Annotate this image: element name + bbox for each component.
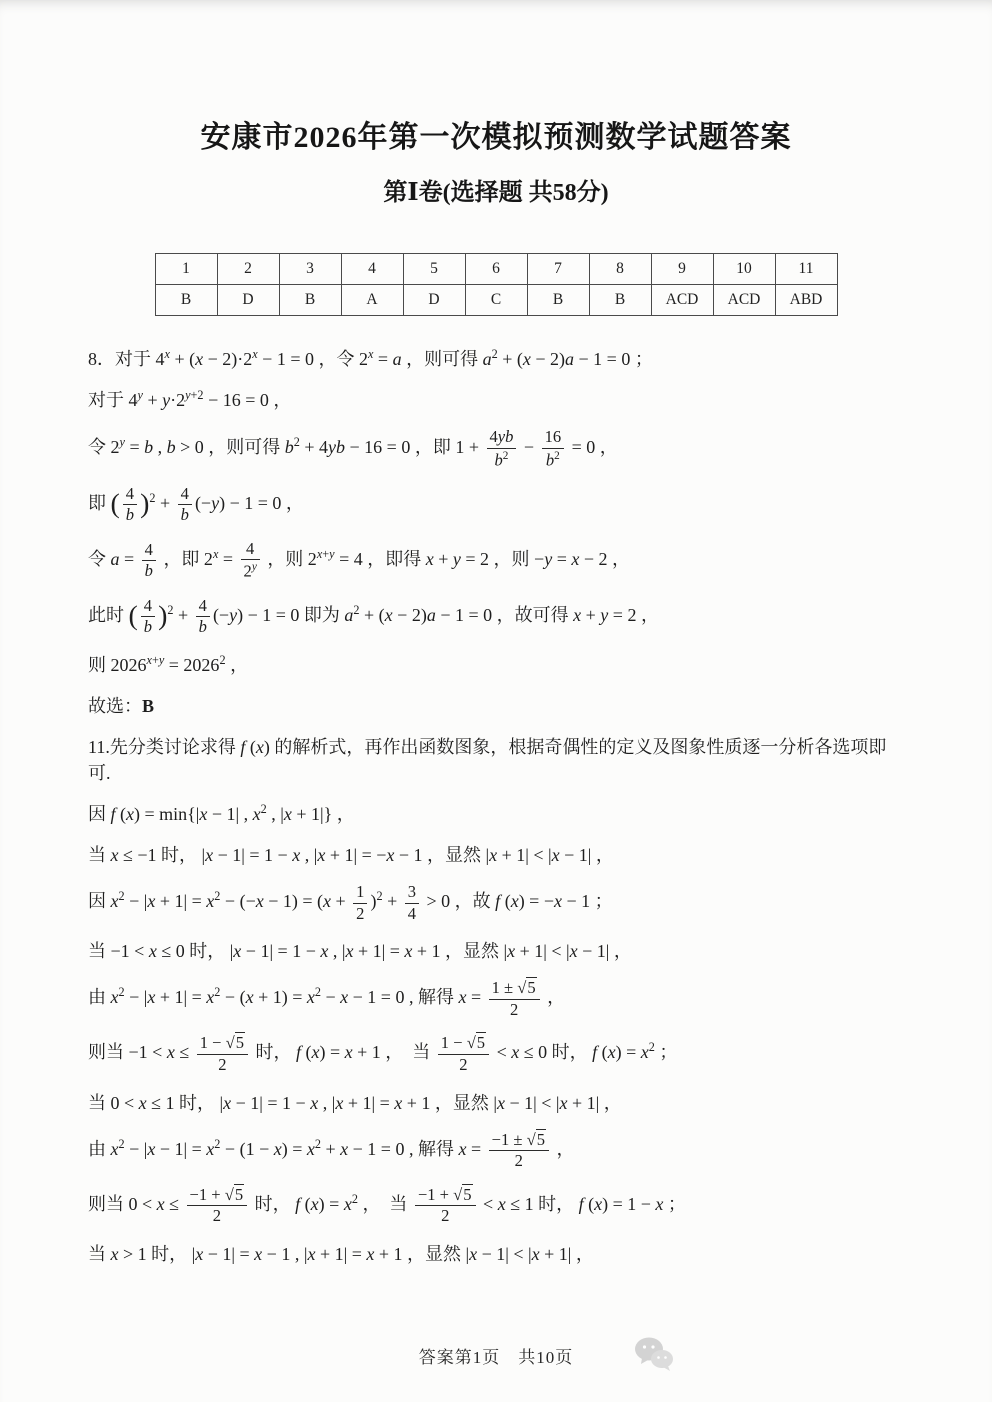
solution-lines xyxy=(88,346,904,1267)
solution-line: 则 $2026^{x+y} = 2026^2$ ， xyxy=(88,652,249,675)
solution-line: 此时 ( $\frac{4}{b}$ )$^2$ + $\frac{4}{b}$ (−y) − 1 = 0 即为 $a^2 + (x - 2)a - 1 = 0$ ，故可得 x + y = 2 ， xyxy=(88,595,659,637)
answer-value-cell: B xyxy=(155,285,217,316)
answer-number-cell: 9 xyxy=(651,254,713,285)
solution-line: 当 x ≤ −1 时， |x − 1| = 1 − x , |x + 1| = −x − 1 ，显然 |x + 1| < |x − 1| ， xyxy=(88,845,614,866)
section-heading: 第Ⅰ卷(选择题 共58分) xyxy=(383,180,609,206)
answer-value-cell: B xyxy=(527,285,589,316)
solution-line: 令 a = $\frac{4}{b}$ ，即 $2^x$ = $\frac{4}{2^y}$ ，则 $2^{x+y} = 4$ ，即得 x + y = 2 ，则 −y = x − 2 ， xyxy=(88,538,631,581)
solution-line: 因 f (x) = min{|x − 1| , $x^2$ , |x + 1|} ， xyxy=(88,801,355,824)
solution-line: 故选：B xyxy=(88,695,155,716)
answer-number-cell: 2 xyxy=(217,254,279,285)
answer-number-cell: 10 xyxy=(713,254,775,285)
answer-value-cell: ABD xyxy=(775,285,837,316)
answer-number-cell: 8 xyxy=(589,254,651,285)
answer-number-cell: 6 xyxy=(465,254,527,285)
answer-value-cell: D xyxy=(217,285,279,316)
answer-value-cell: C xyxy=(465,285,527,316)
solution-line: 当 x > 1 时， |x − 1| = x − 1 , |x + 1| = x + 1 ，显然 |x − 1| < |x + 1| ， xyxy=(88,1243,594,1264)
footer-text: 答案第1页 共10页 xyxy=(418,1348,574,1367)
answer-value-cell: B xyxy=(589,285,651,316)
solution-line: 对于 $4^y + y\cdot 2^{y+2} - 16 = 0$ ， xyxy=(88,388,292,411)
answer-value-cell: ACD xyxy=(713,285,775,316)
page-footer xyxy=(0,1343,992,1368)
answer-table xyxy=(155,253,838,316)
answer-number-cell: 5 xyxy=(403,254,465,285)
solution-line: 当 0 < x ≤ 1 时， |x − 1| = 1 − x , |x + 1| = x + 1 ，显然 |x − 1| < |x + 1| ， xyxy=(88,1092,622,1113)
solution-line: 11.先分类讨论求得 f (x) 的解析式，再作出函数图象，根据奇偶性的定义及图象性质逐一分析各选项即可. xyxy=(88,736,887,783)
solution-line: 由 $x^2 - |x - 1| = x^2 - (1 - x) = x^2 + x - 1 = 0$ , 解得 x = $\frac{-1 \pm √5}{2}$ ， xyxy=(88,1129,575,1171)
answer-table-answers-row xyxy=(155,285,837,316)
answer-number-cell: 1 xyxy=(155,254,217,285)
solution-line: 由 $x^2 - |x + 1| = x^2 - (x + 1) = x^2 - x - 1 = 0$ , 解得 x = $\frac{1 \pm √5}{2}$ ， xyxy=(88,978,566,1019)
answer-value-cell: B xyxy=(279,285,341,316)
wechat-watermark-icon xyxy=(632,1335,676,1380)
solution-line: 8．对于 $4^x + (x - 2)\cdot 2^x - 1 = 0$ ，令 $2^x = a$ ，则可得 $a^2 + (x - 2)a - 1 = 0$ ； xyxy=(88,347,653,369)
solution-line: 则当 0 < x ≤ $\frac{-1 + √5}{2}$ 时， f $(x) = x^2$ ， 当 $\frac{-1 + √5}{2}$ < x ≤ 1 时， f (x) = 1 − x ； xyxy=(88,1184,686,1226)
document-title: 安康市2026年第一次模拟预测数学试题答案 xyxy=(200,121,792,154)
answer-number-cell: 11 xyxy=(775,254,837,285)
answer-number-cell: 4 xyxy=(341,254,403,285)
answer-value-cell: ACD xyxy=(651,285,713,316)
answer-value-cell: A xyxy=(341,285,403,316)
answer-value-cell: D xyxy=(403,285,465,316)
solution-line: 则当 −1 < x ≤ $\frac{1 - √5}{2}$ 时， f (x) = x + 1 ， 当 $\frac{1 - √5}{2}$ < x ≤ 0 时， f $(x) = x^2$ ； xyxy=(88,1033,678,1074)
solution-line: 即 ( $\frac{4}{b}$ )$^2$ + $\frac{4}{b}$ (−y) − 1 = 0 ， xyxy=(88,483,304,525)
solution-line: 因 $x^2 - |x + 1| = x^2 - (-x - 1) = (x$ + $\frac{1}{2}$ )$^2$ + $\frac{3}{4}$ > 0 ，故 f (x) = −x − 1 ； xyxy=(88,882,613,923)
solution-line: 当 −1 < x ≤ 0 时， |x − 1| = 1 − x , |x + 1| = x + 1 ，显然 |x + 1| < |x − 1| ， xyxy=(88,941,632,962)
answer-number-cell: 7 xyxy=(527,254,589,285)
answer-number-cell: 3 xyxy=(279,254,341,285)
answer-table-numbers-row xyxy=(155,254,837,285)
solution-line: 令 $2^y = b$ , b > 0 ，则可得 $b^2 + 4yb - 16 = 0$ ，即 1 + $\frac{4yb}{b^2}$ − $\frac{16}{b^2}$ = 0 ， xyxy=(88,427,618,470)
